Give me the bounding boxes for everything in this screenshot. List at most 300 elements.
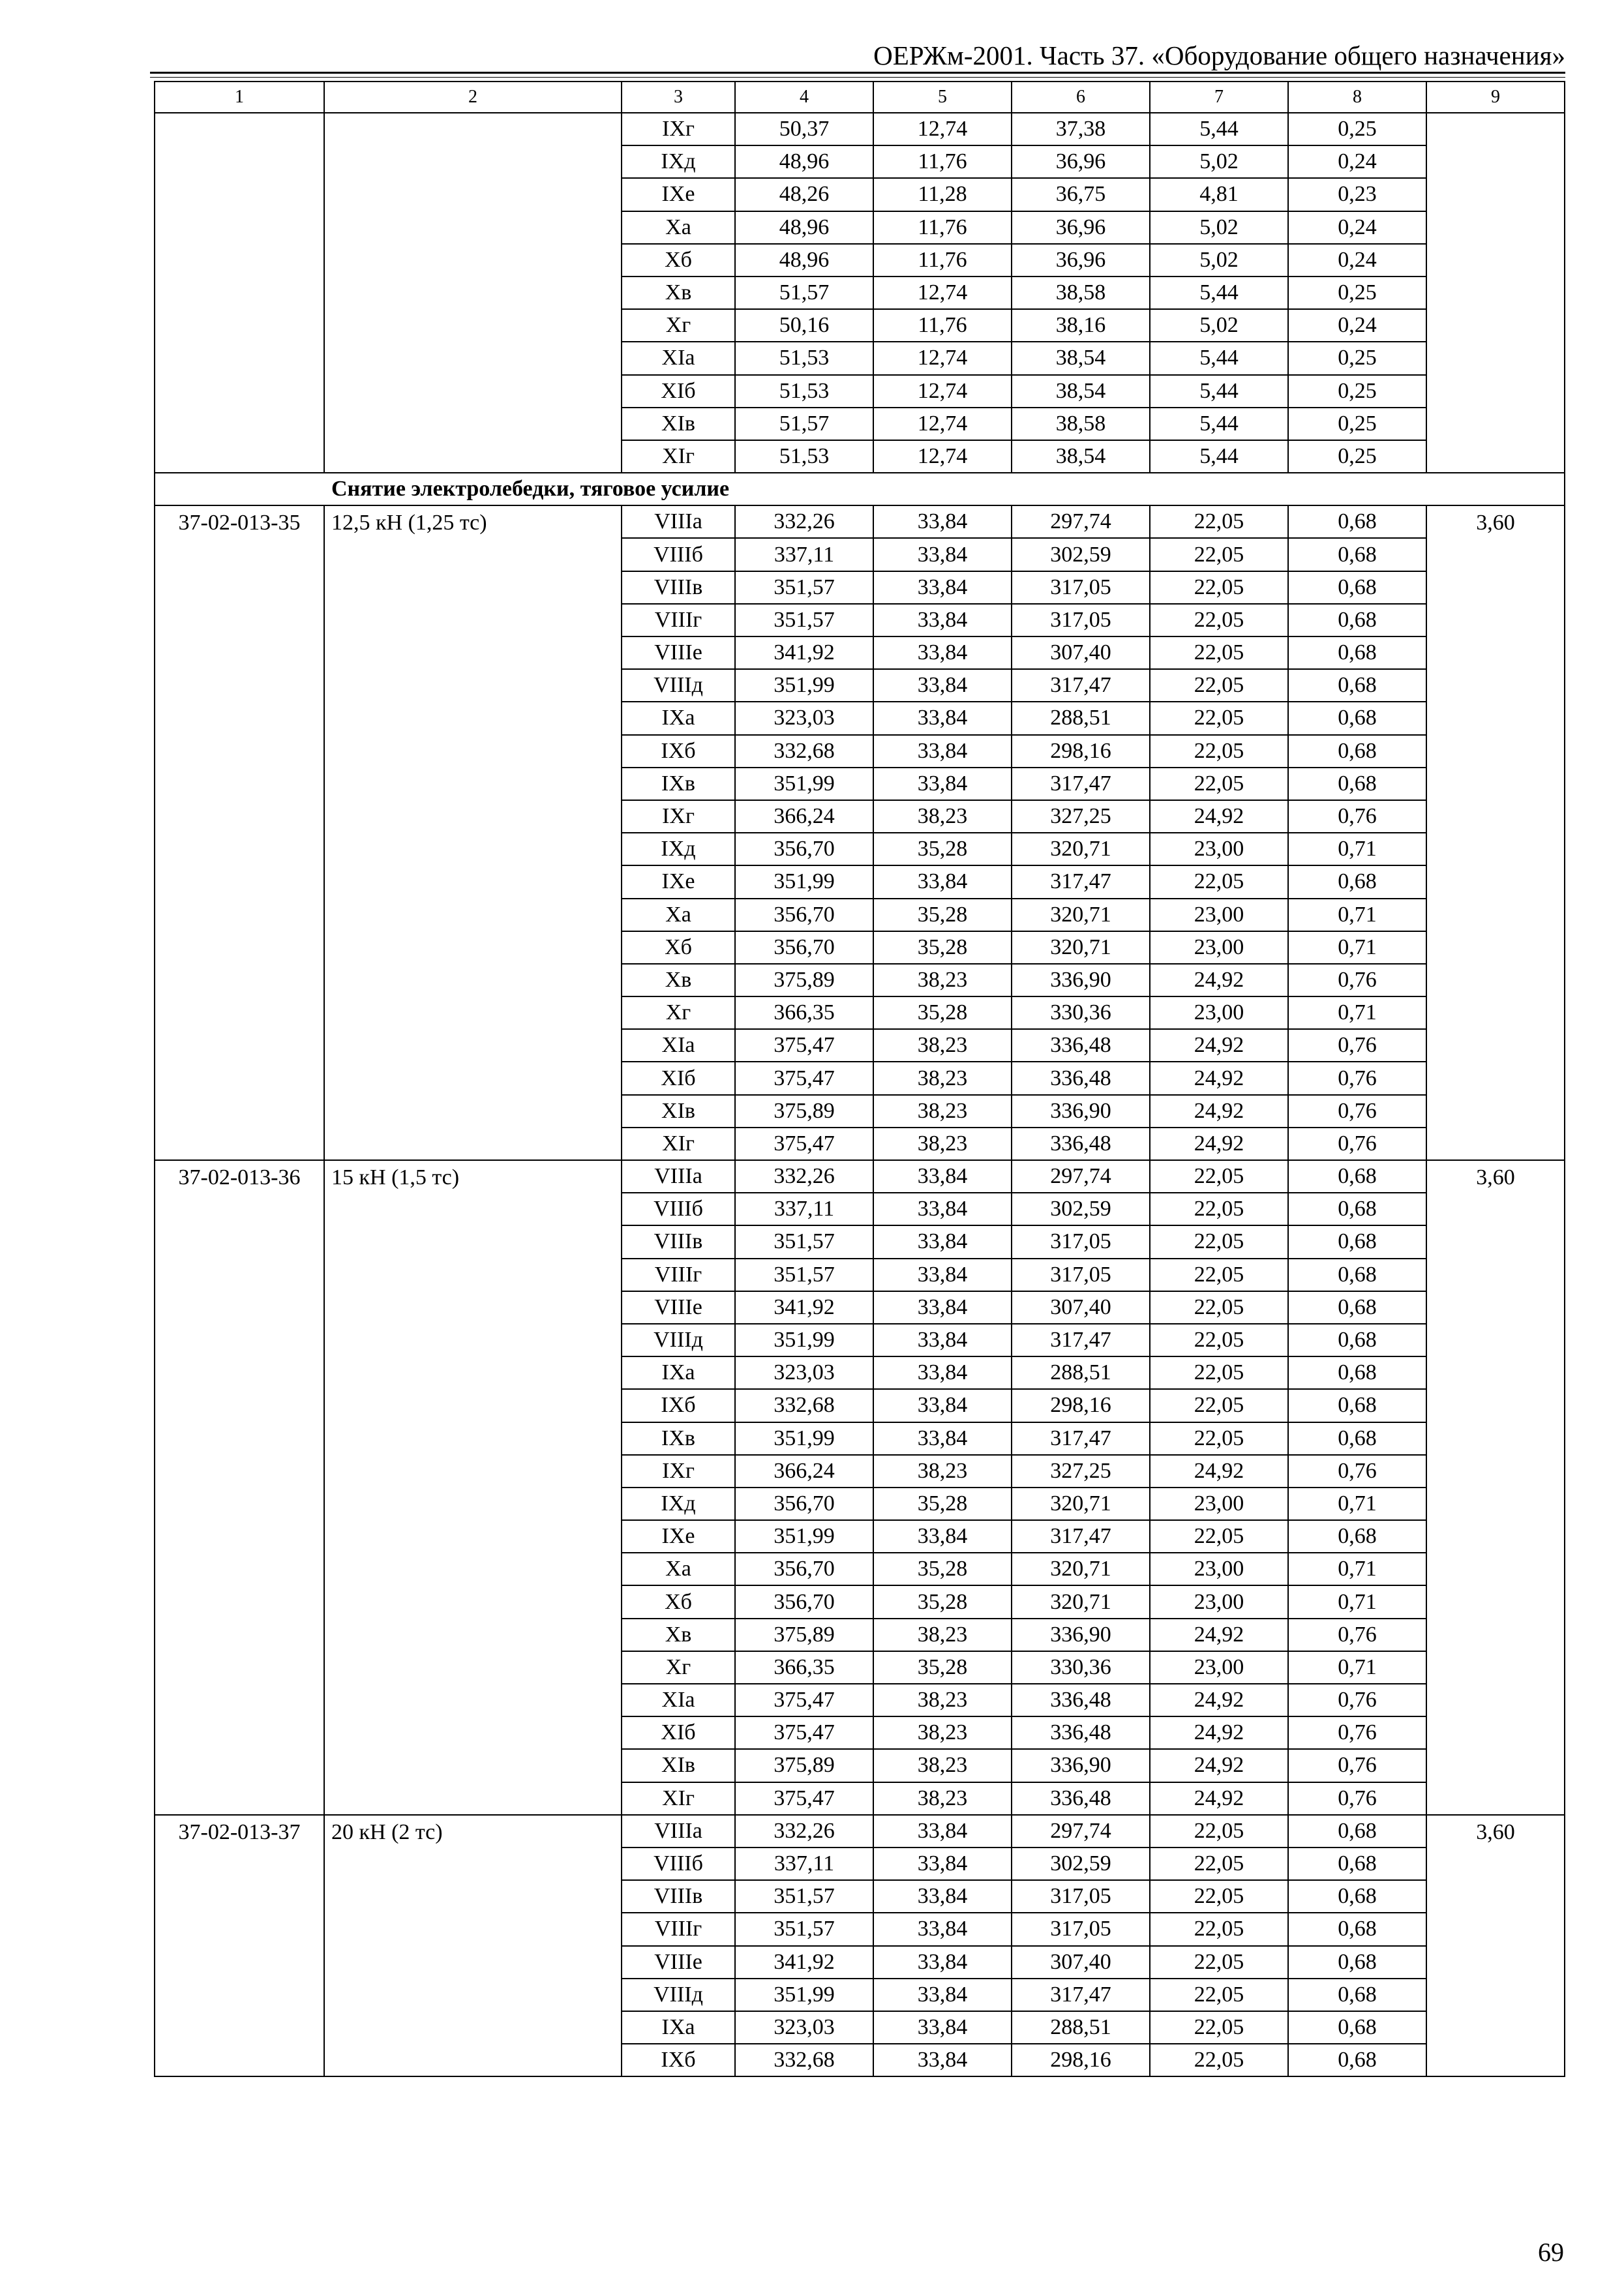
value-cell-col4: 50,16 (735, 309, 873, 342)
value-cell-col3: VIIIа (622, 1815, 735, 1848)
value-cell-col7: 5,02 (1150, 309, 1288, 342)
value-cell-col7: 22,05 (1150, 538, 1288, 571)
value-cell-col4: 323,03 (735, 1356, 873, 1389)
value-cell-col3: XIб (622, 1716, 735, 1749)
value-cell-col4: 332,26 (735, 505, 873, 538)
code-cell-empty (155, 1225, 324, 1258)
name-cell-empty (324, 1848, 622, 1880)
value-cell-col5: 38,23 (873, 1062, 1012, 1094)
value-cell-col8: 0,76 (1288, 964, 1426, 996)
table-row (155, 1749, 1565, 1782)
value-cell-col8: 0,68 (1288, 1259, 1426, 1291)
name-cell-empty (324, 1422, 622, 1455)
value-cell-col6: 297,74 (1012, 1815, 1150, 1848)
value-cell-col6: 38,54 (1012, 440, 1150, 473)
rate-name: 20 кН (2 тс) (324, 1815, 622, 1848)
value-cell-col3: IXд (622, 833, 735, 865)
table-row (155, 1619, 1565, 1651)
table-row (155, 1782, 1565, 1815)
value-cell-col5: 33,84 (873, 571, 1012, 604)
value-cell-col3: Xв (622, 1619, 735, 1651)
col9-cell-empty (1426, 1553, 1565, 1585)
table-row (155, 440, 1565, 473)
value-cell-col4: 51,53 (735, 440, 873, 473)
value-cell-col7: 22,05 (1150, 669, 1288, 702)
col9-cell-empty (1426, 571, 1565, 604)
table-row (155, 1029, 1565, 1062)
name-cell-empty (324, 1389, 622, 1422)
col9-cell-empty (1426, 702, 1565, 734)
value-cell-col8: 0,71 (1288, 1553, 1426, 1585)
table-row (155, 1585, 1565, 1618)
col9-cell-empty (1426, 1095, 1565, 1128)
value-cell-col5: 33,84 (873, 538, 1012, 571)
name-cell-empty (324, 931, 622, 964)
code-cell-empty (155, 1259, 324, 1291)
value-cell-col8: 0,71 (1288, 1651, 1426, 1684)
value-cell-col8: 0,76 (1288, 1029, 1426, 1062)
value-cell-col8: 0,68 (1288, 1880, 1426, 1913)
col9-cell-empty (1426, 636, 1565, 669)
value-cell-col6: 307,40 (1012, 636, 1150, 669)
code-cell-empty (155, 1651, 324, 1684)
value-cell-col5: 33,84 (873, 1356, 1012, 1389)
table-row (155, 1324, 1565, 1356)
value-cell-col7: 23,00 (1150, 1651, 1288, 1684)
name-cell-empty (324, 1979, 622, 2011)
value-cell-col4: 375,47 (735, 1684, 873, 1716)
value-cell-col7: 22,05 (1150, 1259, 1288, 1291)
value-cell-col5: 33,84 (873, 735, 1012, 768)
value-cell-col5: 33,84 (873, 1880, 1012, 1913)
code-cell-empty (155, 735, 324, 768)
name-cell-empty (324, 113, 622, 145)
table-row (155, 342, 1565, 374)
value-cell-col8: 0,68 (1288, 1848, 1426, 1880)
value-cell-col5: 35,28 (873, 1651, 1012, 1684)
value-cell-col4: 341,92 (735, 1291, 873, 1324)
col9-cell-empty (1426, 408, 1565, 440)
column-number-cell: 8 (1288, 82, 1426, 113)
table-row (155, 1488, 1565, 1520)
value-cell-col7: 22,05 (1150, 1324, 1288, 1356)
value-cell-col5: 33,84 (873, 2044, 1012, 2076)
code-cell-empty (155, 440, 324, 473)
value-cell-col5: 12,74 (873, 342, 1012, 374)
value-cell-col6: 317,05 (1012, 604, 1150, 636)
col9-cell-empty (1426, 833, 1565, 865)
value-cell-col8: 0,76 (1288, 1128, 1426, 1160)
name-cell-empty (324, 768, 622, 800)
value-cell-col5: 11,28 (873, 178, 1012, 211)
value-cell-col4: 337,11 (735, 1848, 873, 1880)
code-cell-empty (155, 1716, 324, 1749)
name-cell-empty (324, 833, 622, 865)
name-cell-empty (324, 2044, 622, 2076)
col9-cell-empty (1426, 1422, 1565, 1455)
value-cell-col4: 51,53 (735, 375, 873, 408)
value-cell-col8: 0,71 (1288, 931, 1426, 964)
value-cell-col6: 336,48 (1012, 1128, 1150, 1160)
value-cell-col4: 366,24 (735, 800, 873, 833)
value-cell-col8: 0,68 (1288, 636, 1426, 669)
value-cell-col6: 336,48 (1012, 1062, 1150, 1094)
col9-cell-empty (1426, 964, 1565, 996)
name-cell-empty (324, 1356, 622, 1389)
value-cell-col3: XIв (622, 1095, 735, 1128)
name-cell-empty (324, 1259, 622, 1291)
column-number-cell: 6 (1012, 82, 1150, 113)
column-number-row (155, 82, 1565, 113)
value-cell-col4: 356,70 (735, 1585, 873, 1618)
value-cell-col3: VIIIв (622, 571, 735, 604)
name-cell-empty (324, 669, 622, 702)
value-cell-col7: 22,05 (1150, 865, 1288, 898)
value-cell-col6: 288,51 (1012, 702, 1150, 734)
value-cell-col4: 48,96 (735, 145, 873, 178)
col9-cell-empty (1426, 899, 1565, 931)
value-cell-col4: 351,57 (735, 571, 873, 604)
code-cell-empty (155, 2044, 324, 2076)
col9-cell-empty (1426, 2011, 1565, 2044)
code-cell-empty (155, 833, 324, 865)
page-number: 69 (1538, 2237, 1564, 2267)
value-cell-col4: 48,26 (735, 178, 873, 211)
value-cell-col4: 351,57 (735, 604, 873, 636)
value-cell-col4: 332,26 (735, 1160, 873, 1193)
value-cell-col7: 22,05 (1150, 735, 1288, 768)
value-cell-col4: 356,70 (735, 1553, 873, 1585)
name-cell-empty (324, 571, 622, 604)
code-cell-empty (155, 931, 324, 964)
value-cell-col4: 375,89 (735, 1619, 873, 1651)
value-cell-col3: VIIIв (622, 1225, 735, 1258)
col9-cell-empty (1426, 440, 1565, 473)
value-cell-col6: 317,05 (1012, 1259, 1150, 1291)
table-row (155, 2011, 1565, 2044)
rate-code: 37-02-013-37 (155, 1815, 324, 1848)
value-cell-col3: Xв (622, 277, 735, 309)
code-cell-empty (155, 375, 324, 408)
value-cell-col8: 0,24 (1288, 244, 1426, 277)
value-cell-col7: 23,00 (1150, 931, 1288, 964)
value-cell-col8: 0,71 (1288, 833, 1426, 865)
name-cell-empty (324, 964, 622, 996)
table-row (155, 1880, 1565, 1913)
name-cell-empty (324, 735, 622, 768)
table-row (155, 1520, 1565, 1553)
value-cell-col3: XIв (622, 1749, 735, 1782)
table-row (155, 1684, 1565, 1716)
column-number-cell: 5 (873, 82, 1012, 113)
name-cell-empty (324, 1029, 622, 1062)
value-cell-col4: 351,57 (735, 1880, 873, 1913)
value-cell-col8: 0,76 (1288, 1619, 1426, 1651)
col9-cell-empty (1426, 1716, 1565, 1749)
value-cell-col7: 22,05 (1150, 702, 1288, 734)
value-cell-col8: 0,76 (1288, 1095, 1426, 1128)
value-cell-col7: 5,44 (1150, 375, 1288, 408)
value-cell-col7: 24,92 (1150, 1749, 1288, 1782)
value-cell-col8: 0,68 (1288, 2011, 1426, 2044)
value-cell-col4: 351,99 (735, 1520, 873, 1553)
table-row (155, 669, 1565, 702)
code-cell-empty (155, 1193, 324, 1225)
code-cell-empty (155, 145, 324, 178)
col9-value: 3,60 (1426, 505, 1565, 538)
col9-cell-empty (1426, 375, 1565, 408)
value-cell-col4: 356,70 (735, 931, 873, 964)
value-cell-col3: Xб (622, 931, 735, 964)
value-cell-col6: 38,58 (1012, 277, 1150, 309)
col9-cell-empty (1426, 277, 1565, 309)
page-header-title: ОЕРЖм-2001. Часть 37. «Оборудование общего назначения» (873, 40, 1565, 70)
value-cell-col4: 323,03 (735, 702, 873, 734)
value-cell-col5: 33,84 (873, 1946, 1012, 1979)
value-cell-col5: 11,76 (873, 244, 1012, 277)
table-row (155, 1651, 1565, 1684)
column-number-cell: 1 (155, 82, 324, 113)
value-cell-col4: 51,57 (735, 408, 873, 440)
code-cell-empty (155, 1324, 324, 1356)
table-row (155, 211, 1565, 244)
col9-cell-empty (1426, 178, 1565, 211)
table-row (155, 1259, 1565, 1291)
name-cell-empty (324, 702, 622, 734)
value-cell-col6: 330,36 (1012, 1651, 1150, 1684)
value-cell-col8: 0,71 (1288, 1488, 1426, 1520)
col9-cell-empty (1426, 768, 1565, 800)
value-cell-col3: VIIIб (622, 1848, 735, 1880)
col9-cell-empty (1426, 735, 1565, 768)
code-cell-empty (155, 1291, 324, 1324)
value-cell-col7: 5,44 (1150, 408, 1288, 440)
value-cell-col7: 22,05 (1150, 1160, 1288, 1193)
value-cell-col6: 302,59 (1012, 1848, 1150, 1880)
value-cell-col8: 0,68 (1288, 768, 1426, 800)
code-cell-empty (155, 1455, 324, 1488)
table-row (155, 1913, 1565, 1945)
value-cell-col3: XIа (622, 1029, 735, 1062)
value-cell-col4: 351,99 (735, 1324, 873, 1356)
col9-cell-empty (1426, 1259, 1565, 1291)
value-cell-col8: 0,76 (1288, 800, 1426, 833)
value-cell-col8: 0,68 (1288, 702, 1426, 734)
value-cell-col3: XIа (622, 342, 735, 374)
code-cell-empty (155, 1095, 324, 1128)
value-cell-col7: 22,05 (1150, 571, 1288, 604)
value-cell-col7: 5,44 (1150, 440, 1288, 473)
col9-cell-empty (1426, 1913, 1565, 1945)
name-cell-empty (324, 342, 622, 374)
value-cell-col5: 33,84 (873, 1848, 1012, 1880)
value-cell-col3: Xг (622, 309, 735, 342)
value-cell-col4: 366,35 (735, 1651, 873, 1684)
value-cell-col8: 0,68 (1288, 538, 1426, 571)
value-cell-col7: 22,05 (1150, 1291, 1288, 1324)
name-cell-empty (324, 1455, 622, 1488)
rate-name: 15 кН (1,5 тс) (324, 1160, 622, 1193)
col9-cell-empty (1426, 1225, 1565, 1258)
column-number-cell: 4 (735, 82, 873, 113)
value-cell-col6: 298,16 (1012, 1389, 1150, 1422)
table-row (155, 1815, 1565, 1848)
value-cell-col3: Xб (622, 244, 735, 277)
name-cell-empty (324, 1749, 622, 1782)
name-cell-empty (324, 309, 622, 342)
value-cell-col8: 0,68 (1288, 1193, 1426, 1225)
code-cell-empty (155, 604, 324, 636)
value-cell-col7: 24,92 (1150, 1782, 1288, 1815)
value-cell-col6: 336,90 (1012, 1095, 1150, 1128)
value-cell-col7: 22,05 (1150, 505, 1288, 538)
value-cell-col6: 38,58 (1012, 408, 1150, 440)
value-cell-col3: VIIIе (622, 636, 735, 669)
value-cell-col8: 0,68 (1288, 1520, 1426, 1553)
col9-cell-empty (1426, 1520, 1565, 1553)
value-cell-col6: 330,36 (1012, 996, 1150, 1029)
value-cell-col5: 33,84 (873, 1291, 1012, 1324)
code-cell-empty (155, 2011, 324, 2044)
rate-name: 12,5 кН (1,25 тс) (324, 505, 622, 538)
name-cell-empty (324, 1193, 622, 1225)
code-cell-empty (155, 964, 324, 996)
col9-cell-empty (1426, 1029, 1565, 1062)
value-cell-col3: VIIIе (622, 1291, 735, 1324)
table-row (155, 145, 1565, 178)
value-cell-col7: 24,92 (1150, 1619, 1288, 1651)
code-cell-empty (155, 636, 324, 669)
value-cell-col5: 38,23 (873, 1455, 1012, 1488)
code-cell-empty (155, 768, 324, 800)
col9-cell-empty (1426, 996, 1565, 1029)
value-cell-col7: 22,05 (1150, 768, 1288, 800)
value-cell-col7: 23,00 (1150, 1585, 1288, 1618)
value-cell-col5: 33,84 (873, 1422, 1012, 1455)
name-cell-empty (324, 211, 622, 244)
value-cell-col3: VIIIг (622, 604, 735, 636)
name-cell-empty (324, 538, 622, 571)
col9-cell-empty (1426, 538, 1565, 571)
value-cell-col3: Xг (622, 1651, 735, 1684)
value-cell-col8: 0,68 (1288, 1356, 1426, 1389)
value-cell-col5: 38,23 (873, 1782, 1012, 1815)
code-cell-empty (155, 1848, 324, 1880)
value-cell-col4: 375,47 (735, 1062, 873, 1094)
value-cell-col6: 320,71 (1012, 1488, 1150, 1520)
value-cell-col4: 351,57 (735, 1259, 873, 1291)
col9-cell-empty (1426, 604, 1565, 636)
code-cell-empty (155, 408, 324, 440)
value-cell-col4: 332,68 (735, 1389, 873, 1422)
header-rule-thin (150, 77, 1565, 78)
code-cell-empty (155, 1684, 324, 1716)
value-cell-col6: 327,25 (1012, 800, 1150, 833)
value-cell-col3: XIг (622, 440, 735, 473)
code-cell-empty (155, 1520, 324, 1553)
code-cell-empty (155, 1619, 324, 1651)
col9-cell-empty (1426, 1389, 1565, 1422)
value-cell-col6: 36,96 (1012, 244, 1150, 277)
col9-cell-empty (1426, 1749, 1565, 1782)
value-cell-col7: 22,05 (1150, 1913, 1288, 1945)
col9-cell-empty (1426, 1619, 1565, 1651)
value-cell-col4: 332,68 (735, 735, 873, 768)
col9-cell-empty (1426, 1356, 1565, 1389)
value-cell-col5: 33,84 (873, 1193, 1012, 1225)
value-cell-col4: 351,99 (735, 768, 873, 800)
col9-cell-empty (1426, 1946, 1565, 1979)
value-cell-col5: 33,84 (873, 1520, 1012, 1553)
value-cell-col4: 51,57 (735, 277, 873, 309)
table-row (155, 735, 1565, 768)
value-cell-col5: 33,84 (873, 604, 1012, 636)
code-cell-empty (155, 1946, 324, 1979)
table-row (155, 1062, 1565, 1094)
value-cell-col5: 35,28 (873, 1488, 1012, 1520)
rate-code: 37-02-013-35 (155, 505, 324, 538)
value-cell-col7: 24,92 (1150, 1128, 1288, 1160)
value-cell-col6: 288,51 (1012, 1356, 1150, 1389)
value-cell-col8: 0,68 (1288, 1422, 1426, 1455)
value-cell-col3: IXг (622, 113, 735, 145)
section-title-row (155, 473, 1565, 505)
value-cell-col7: 24,92 (1150, 1062, 1288, 1094)
col9-cell-empty (1426, 1979, 1565, 2011)
column-number-cell: 3 (622, 82, 735, 113)
value-cell-col8: 0,68 (1288, 604, 1426, 636)
value-cell-col6: 38,54 (1012, 375, 1150, 408)
value-cell-col3: IXг (622, 800, 735, 833)
value-cell-col3: IXв (622, 1422, 735, 1455)
value-cell-col7: 5,02 (1150, 244, 1288, 277)
value-cell-col7: 24,92 (1150, 964, 1288, 996)
name-cell-empty (324, 1062, 622, 1094)
name-cell-empty (324, 1095, 622, 1128)
table-row (155, 996, 1565, 1029)
code-cell-empty (155, 178, 324, 211)
col9-cell-empty (1426, 145, 1565, 178)
value-cell-col6: 297,74 (1012, 505, 1150, 538)
value-cell-col5: 38,23 (873, 1095, 1012, 1128)
value-cell-col7: 23,00 (1150, 1553, 1288, 1585)
table-row (155, 964, 1565, 996)
value-cell-col8: 0,76 (1288, 1749, 1426, 1782)
name-cell-empty (324, 1291, 622, 1324)
name-cell-empty (324, 277, 622, 309)
value-cell-col4: 351,99 (735, 1979, 873, 2011)
value-cell-col4: 50,37 (735, 113, 873, 145)
name-cell-empty (324, 145, 622, 178)
value-cell-col7: 22,05 (1150, 2011, 1288, 2044)
code-cell-empty (155, 1782, 324, 1815)
value-cell-col7: 23,00 (1150, 899, 1288, 931)
value-cell-col3: VIIIг (622, 1259, 735, 1291)
value-cell-col3: VIIIд (622, 669, 735, 702)
col9-cell-empty (1426, 2044, 1565, 2076)
value-cell-col3: Xб (622, 1585, 735, 1618)
value-cell-col6: 302,59 (1012, 538, 1150, 571)
value-cell-col3: IXа (622, 1356, 735, 1389)
value-cell-col8: 0,68 (1288, 669, 1426, 702)
value-cell-col7: 22,05 (1150, 1848, 1288, 1880)
value-cell-col3: XIв (622, 408, 735, 440)
code-cell-empty (155, 1553, 324, 1585)
table-row (155, 1422, 1565, 1455)
value-cell-col3: XIг (622, 1782, 735, 1815)
value-cell-col8: 0,25 (1288, 375, 1426, 408)
col9-cell-empty (1426, 244, 1565, 277)
